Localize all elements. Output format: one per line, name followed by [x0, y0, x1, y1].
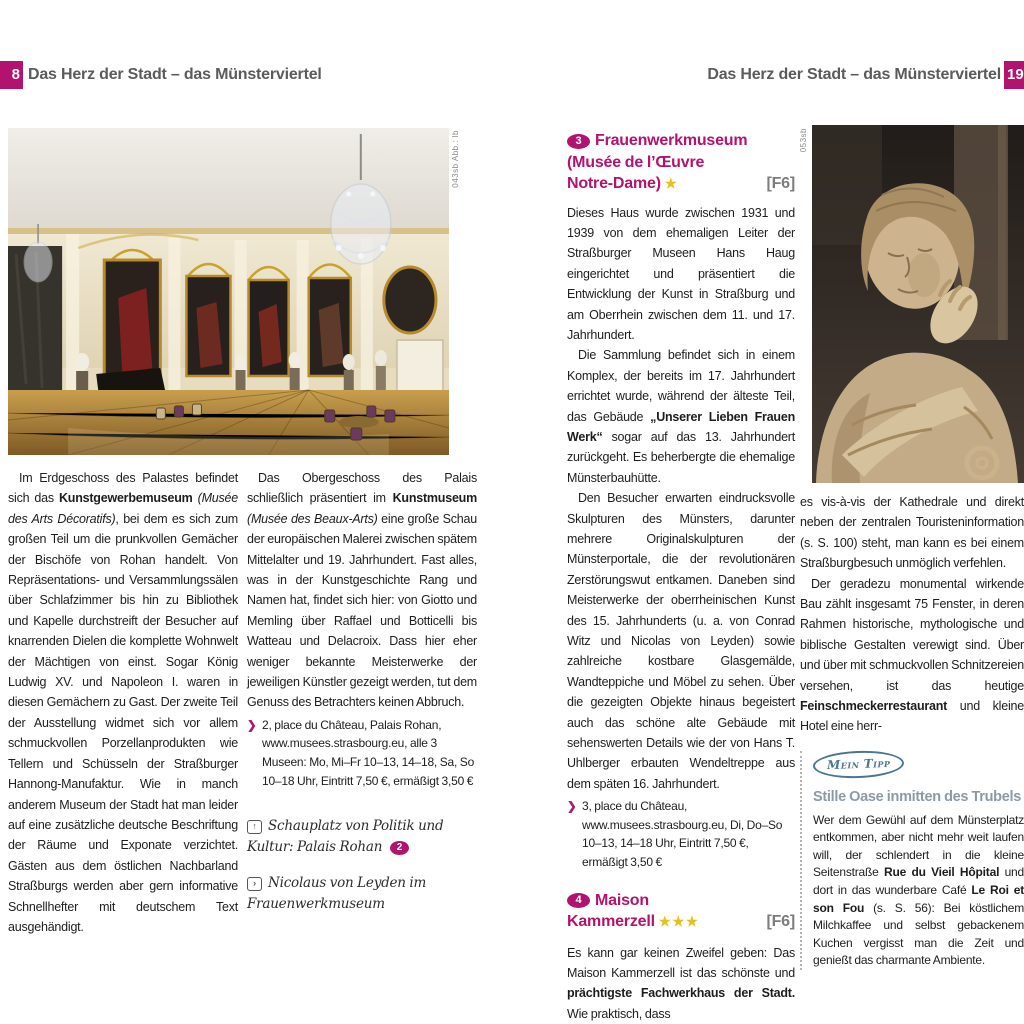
right-running-header: Das Herz der Stadt – das Münsterviertel — [707, 66, 1001, 83]
left-page-number-tab: 8 — [0, 61, 23, 89]
text-run: Der geradezu monumental wirkende Bau zählt insgesamt 75 Fenster, in deren Rahmen historische, mythologische und biblische Gestalten verewigt sind. Über und über mit schmuckvollen Schnitzereien versehen, ist das heutige — [800, 576, 1024, 693]
text-run: Wie praktisch, dass — [567, 1006, 671, 1021]
paragraph: Den Besucher erwarten eindrucksvolle Skulpturen des Münsters, darunter mehrere Originalskulpturen der Münsterportale, die der revolutionären Zerstörungswut entkamen. Daneben sind Meisterwerke der oberrheinischen Kunst des 15. Jahrhunderts (u. a. von Conrad Witz und Nicolas von Leyden) sowie zahlreiche kostbare Glasgemälde, Wandteppiche und Möbel zu sehen. Über die gezeigten Objekte hinaus begeistert auch das schöne alte Gebäude mit sehenswerten Details wie der von Hans T. Uhlberger erbauten Wendeltreppe aus dem späten 16. Jahrhundert. — [567, 491, 795, 791]
sculpture-illustration — [812, 125, 1024, 483]
text-run: sogar auf das 13. Jahrhundert zurückgeht. Es beherbergte die ehemalige Münsterbauhütte. — [567, 429, 795, 485]
star-rating-icon: ★★★ — [658, 914, 700, 930]
info-arrow-icon: ❯ — [247, 719, 257, 732]
sight-number-badge-3: 3 — [567, 134, 590, 149]
heading-text: (Musée de l’Œuvre — [567, 153, 705, 171]
left-page-column-2 — [247, 468, 477, 915]
heading-text: Notre-Dame) — [567, 175, 661, 192]
address-info-block — [247, 716, 477, 790]
tip-body — [813, 812, 1024, 970]
paragraph — [567, 345, 795, 488]
caption-right-icon: › — [247, 877, 262, 891]
right-page-column-2 — [800, 492, 1024, 970]
paragraph — [800, 574, 1024, 737]
heading-line — [567, 911, 795, 933]
bold-run: Feinschmeckerrestaurant — [800, 699, 948, 714]
paragraph: es vis-à-vis der Kathedrale und direkt neben der zentralen Touristeninformation (s. S. 100) steht, man kann es bei einem Straßburgbesuch unmöglich verfehlen. — [800, 495, 1024, 571]
left-running-header: Das Herz der Stadt – das Münsterviertel — [28, 66, 322, 83]
paragraph: Dieses Haus wurde zwischen 1931 und 1939 von dem ehemaligen Leiter der Straßburger Museen Hans Haug eingerichtet und präsentiert die Entwicklung der Kunst in Straßburg und am Oberrhein zwischen dem 11. und 17. Jahrhundert. — [567, 205, 795, 342]
bold-run: prächtigste Fachwerkhaus der Stadt. — [567, 986, 795, 1001]
paragraph — [247, 468, 477, 713]
photo-caption-leyden — [247, 873, 477, 915]
text-run: (s. S. 56): Bei köstlichem Milchkaffee und selbst gebackenem Kuchen vergisst man die Zeit und genießt das charmante Ambiente. — [813, 900, 1024, 968]
map-grid-reference: [F6] — [766, 175, 795, 192]
info-text: 2, place du Château, Palais Rohan, www.musees.strasbourg.eu, alle 3 Museen: Mo, Mi–Fr 10–13, 14–18, Sa, So 10–18 Uhr, Eintritt 7,50 €, ermäßigt 3,50 € — [262, 717, 475, 788]
sight-heading-frauenwerkmuseum — [567, 130, 795, 195]
left-page-column-1 — [8, 468, 238, 937]
info-arrow-icon: ❯ — [567, 801, 577, 814]
caption-text: Schauplatz von Politik und Kultur: Palais Rohan — [247, 818, 444, 856]
text-run: eine große Schau der europäischen Malerei zwischen spätem Mittelalter und 19. Jahrhundert. Fast alles, was in der Kunstgeschichte Rang und Namen hat, findet sich hier: von Giotto und Memling über Raffael und Botticelli bis Watteau und Delacroix. Dass hier eher weniger bekannte Meisterwerke der jeweiligen Künstler gezeigt werden, tut dem Genuss des Betrachters keinen Abbruch. — [247, 511, 477, 710]
right-photo-credit: 053sb — [799, 128, 808, 153]
mein-tipp-box — [800, 751, 1024, 970]
text-run: Wer dem Gewühl auf dem Münsterplatz entkommen, aber nicht mehr weit laufen will, der schlendert in die kleine Seitenstraße — [813, 812, 1024, 880]
text-run: und dort in das wunderbare Café — [813, 865, 1024, 898]
bold-run: Le Roi et son Fou — [813, 883, 1024, 915]
text-run: und kleine Hotel eine herr- — [800, 699, 1024, 734]
italic-run: (Musée des Arts Décoratifs) — [8, 491, 238, 526]
paragraph — [567, 943, 795, 1024]
map-grid-reference: [F6] — [766, 913, 795, 931]
paragraph — [8, 468, 238, 937]
heading-line — [567, 173, 795, 195]
heading-text: Maison — [595, 891, 649, 909]
right-page-number-tab: 19 — [1004, 61, 1024, 89]
photo-caption-palais — [247, 816, 477, 858]
left-photo-credit: 043sb Abb.: lb — [451, 130, 460, 188]
text-run: Die Sammlung befindet sich in einem Komplex, der bereits im 17. Jahrhundert errichtet wurde, während der älteste Teil, das Gebäude — [567, 348, 795, 424]
palais-rohan-photo — [8, 128, 449, 455]
italic-run: (Musée des Beaux-Arts) — [247, 511, 378, 526]
tip-heading: Stille Oase inmitten des Trubels — [813, 789, 1021, 806]
bold-run: Kunstmuseum — [392, 491, 477, 506]
right-page-column-1 — [567, 130, 795, 1024]
leyden-sculpture-photo — [812, 125, 1024, 483]
mein-tipp-badge: Mein Tipp — [813, 749, 905, 780]
address-info-block — [567, 797, 795, 871]
heading-text: Frauenwerkmuseum — [595, 132, 748, 149]
bold-run: „Unserer Lieben Frauen Werk“ — [567, 409, 795, 444]
bold-run: Rue du Vieil Hôpital — [884, 865, 1000, 880]
sight-heading-maison-kammerzell — [567, 890, 795, 933]
text-run: Es kann gar keinen Zweifel geben: Das Maison Kammerzell ist das schönste und — [567, 945, 795, 981]
caption-up-icon: ↑ — [247, 820, 262, 834]
info-text: 3, place du Château, www.musees.strasbourg.eu, Di, Do–So 10–13, 14–18 Uhr, Eintritt 7,50 €, ermäßigt 3,50 € — [582, 799, 783, 870]
text-run: Im Erdgeschoss des Palastes befindet sich das — [8, 471, 238, 506]
sight-number-badge-4: 4 — [567, 893, 590, 908]
map-badge-2: 2 — [390, 841, 409, 855]
text-run: , bei dem es sich zum großen Teil um die prunkvollen Gemächer der Bischöfe von Rohan handelt. Von Repräsentations- und Versammlungssälen über Schlafzimmer bis hin zu Bibliothek und Kapelle durchstreift der Besucher auf knarrenden Dielen die komplette Wohnwelt der Mächtigen von einst. Sogar König Ludwig XV. und Napoleon I. waren in diesen Gemächern zu Gast. Der zweite Teil der Ausstellung widmet sich vor allem schmuckvollen Porzellanprodukten wie Tellern und Schüsseln der Straßburger Hannong-Manufaktur. Wie in manch anderem Museum der Stadt hat man leider auf eine zusätzliche deutsche Beschriftung der Räume und Exponate verzichtet. Gästen aus dem östlichen Nachbarland Straßburgs werden aber gern informative Schnellhefter mit deutschem Text ausgehändigt. — [8, 511, 238, 934]
bold-run: Kunstgewerbemuseum — [58, 491, 193, 506]
caption-text: Nicolaus von Leyden im Frauenwerkmuseum — [247, 875, 427, 913]
palace-interior-illustration — [8, 128, 449, 455]
heading-line — [567, 130, 795, 152]
star-rating-icon: ★ — [664, 176, 679, 191]
heading-text: Kammerzell — [567, 913, 655, 931]
heading-line — [567, 890, 795, 912]
text-run: Das Obergeschoss des Palais schließlich präsentiert im — [247, 471, 477, 506]
